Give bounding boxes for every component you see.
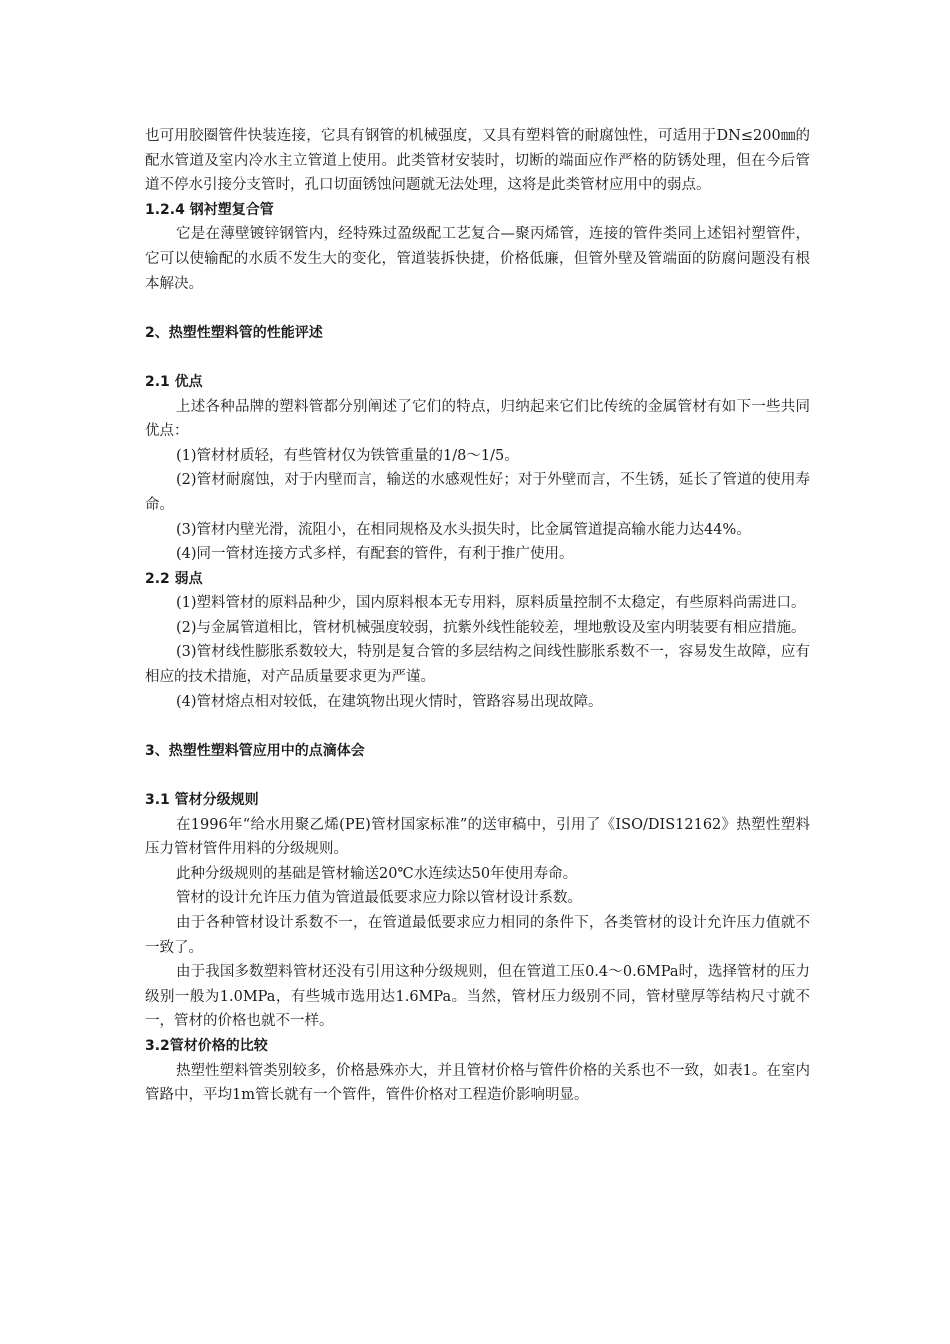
advantages-paragraph: 上述各种品牌的塑料管都分别阐述了它们的特点，归纳起来它们比传统的金属管材有如下一些共同优点：: [145, 398, 810, 440]
grading-paragraph: 由于各种管材设计系数不一，在管道最低要求应力相同的条件下，各类管材的设计允许压力值就不一致了。: [145, 915, 810, 956]
advantages-item: (4)同一管材连接方式多样，有配套的管件，有利于推广使用。: [176, 546, 574, 563]
weakness-item: (3)管材线性膨胀系数较大，特别是复合管的多层结构之间线性膨胀系数不一，容易发生故障，应有相应的技术措施，对产品质量要求更为严谨。: [145, 644, 810, 686]
advantages-item: (1)管材材质轻，有些管材仅为铁管重量的1/8～1/5。: [176, 447, 519, 464]
heading-2-2: 2.2 弱点: [145, 570, 203, 587]
spacer: [145, 345, 810, 370]
paragraph-continued: 也可用胶圈管件快装连接，它具有钢管的机械强度，又具有塑料管的耐腐蚀性，可适用于DN≤200㎜的配水管道及室内冷水主立管道上使用。此类管材安装时，切断的端面应作严格的防锈处理，但在今后管道不停水引接分支管时，孔口切面锈蚀问题就无法处理，这将是此类管材应用中的弱点。: [145, 128, 810, 194]
spacer: [145, 714, 810, 739]
heading-2-1: 2.1 优点: [145, 373, 203, 390]
spacer: [145, 763, 810, 788]
heading-section-3: 3、热塑性塑料管应用中的点滴体会: [145, 742, 365, 759]
advantages-item: (2)管材耐腐蚀，对于内壁而言，输送的水感观性好；对于外壁而言，不生锈，延长了管道的使用寿命。: [145, 472, 810, 513]
weakness-item: (4)管材熔点相对较低，在建筑物出现火情时，管路容易出现故障。: [176, 693, 603, 710]
grading-paragraph: 管材的设计允许压力值为管道最低要求应力除以管材设计系数。: [176, 890, 582, 907]
grading-paragraph: 此种分级规则的基础是管材输送20℃水连续达50年使用寿命。: [176, 865, 578, 882]
grading-paragraph: 在1996年“给水用聚乙烯(PE)管材国家标准”的送审稿中，引用了《ISO/DIS12162》热塑性塑料压力管材管件用料的分级规则。: [145, 816, 810, 858]
advantages-item: (3)管材内壁光滑，流阻小，在相同规格及水头损失时，比金属管道提高输水能力达44%。: [176, 521, 751, 538]
grading-paragraph: 由于我国多数塑料管材还没有引用这种分级规则，但在管道工压0.4～0.6MPa时，选择管材的压力级别一般为1.0MPa，有些城市选用达1.6MPa。当然，管材压力级别不同，管材壁厚等结构尺寸就不一，管材的价格也就不一样。: [145, 964, 810, 1030]
heading-3-1: 3.1 管材分级规则: [145, 792, 259, 809]
paragraph-steel-plastic-pipe: 它是在薄壁镀锌钢管内，经特殊过盈级配工艺复合—聚丙烯管，连接的管件类同上述铝衬塑管件，它可以使输配的水质不发生大的变化，管道装拆快捷，价格低廉，但管外壁及管端面的防腐问题没有根本解决。: [145, 226, 810, 292]
heading-3-2: 3.2管材价格的比较: [145, 1037, 268, 1054]
weakness-item: (1)塑料管材的原料品种少，国内原料根本无专用料，原料质量控制不太稳定，有些原料尚需进口。: [176, 595, 806, 612]
price-paragraph: 热塑性塑料管类别较多，价格悬殊亦大，并且管材价格与管件价格的关系也不一致，如表1。在室内管路中，平均1m管长就有一个管件，管件价格对工程造价影响明显。: [145, 1062, 810, 1104]
weakness-item: (2)与金属管道相比，管材机械强度较弱，抗紫外线性能较差，埋地敷设及室内明装要有相应措施。: [176, 619, 806, 636]
heading-1-2-4: 1.2.4 钢衬塑复合管: [145, 201, 274, 218]
document-body: [145, 124, 810, 1108]
spacer: [145, 296, 810, 321]
heading-section-2: 2、热塑性塑料管的性能评述: [145, 324, 323, 341]
